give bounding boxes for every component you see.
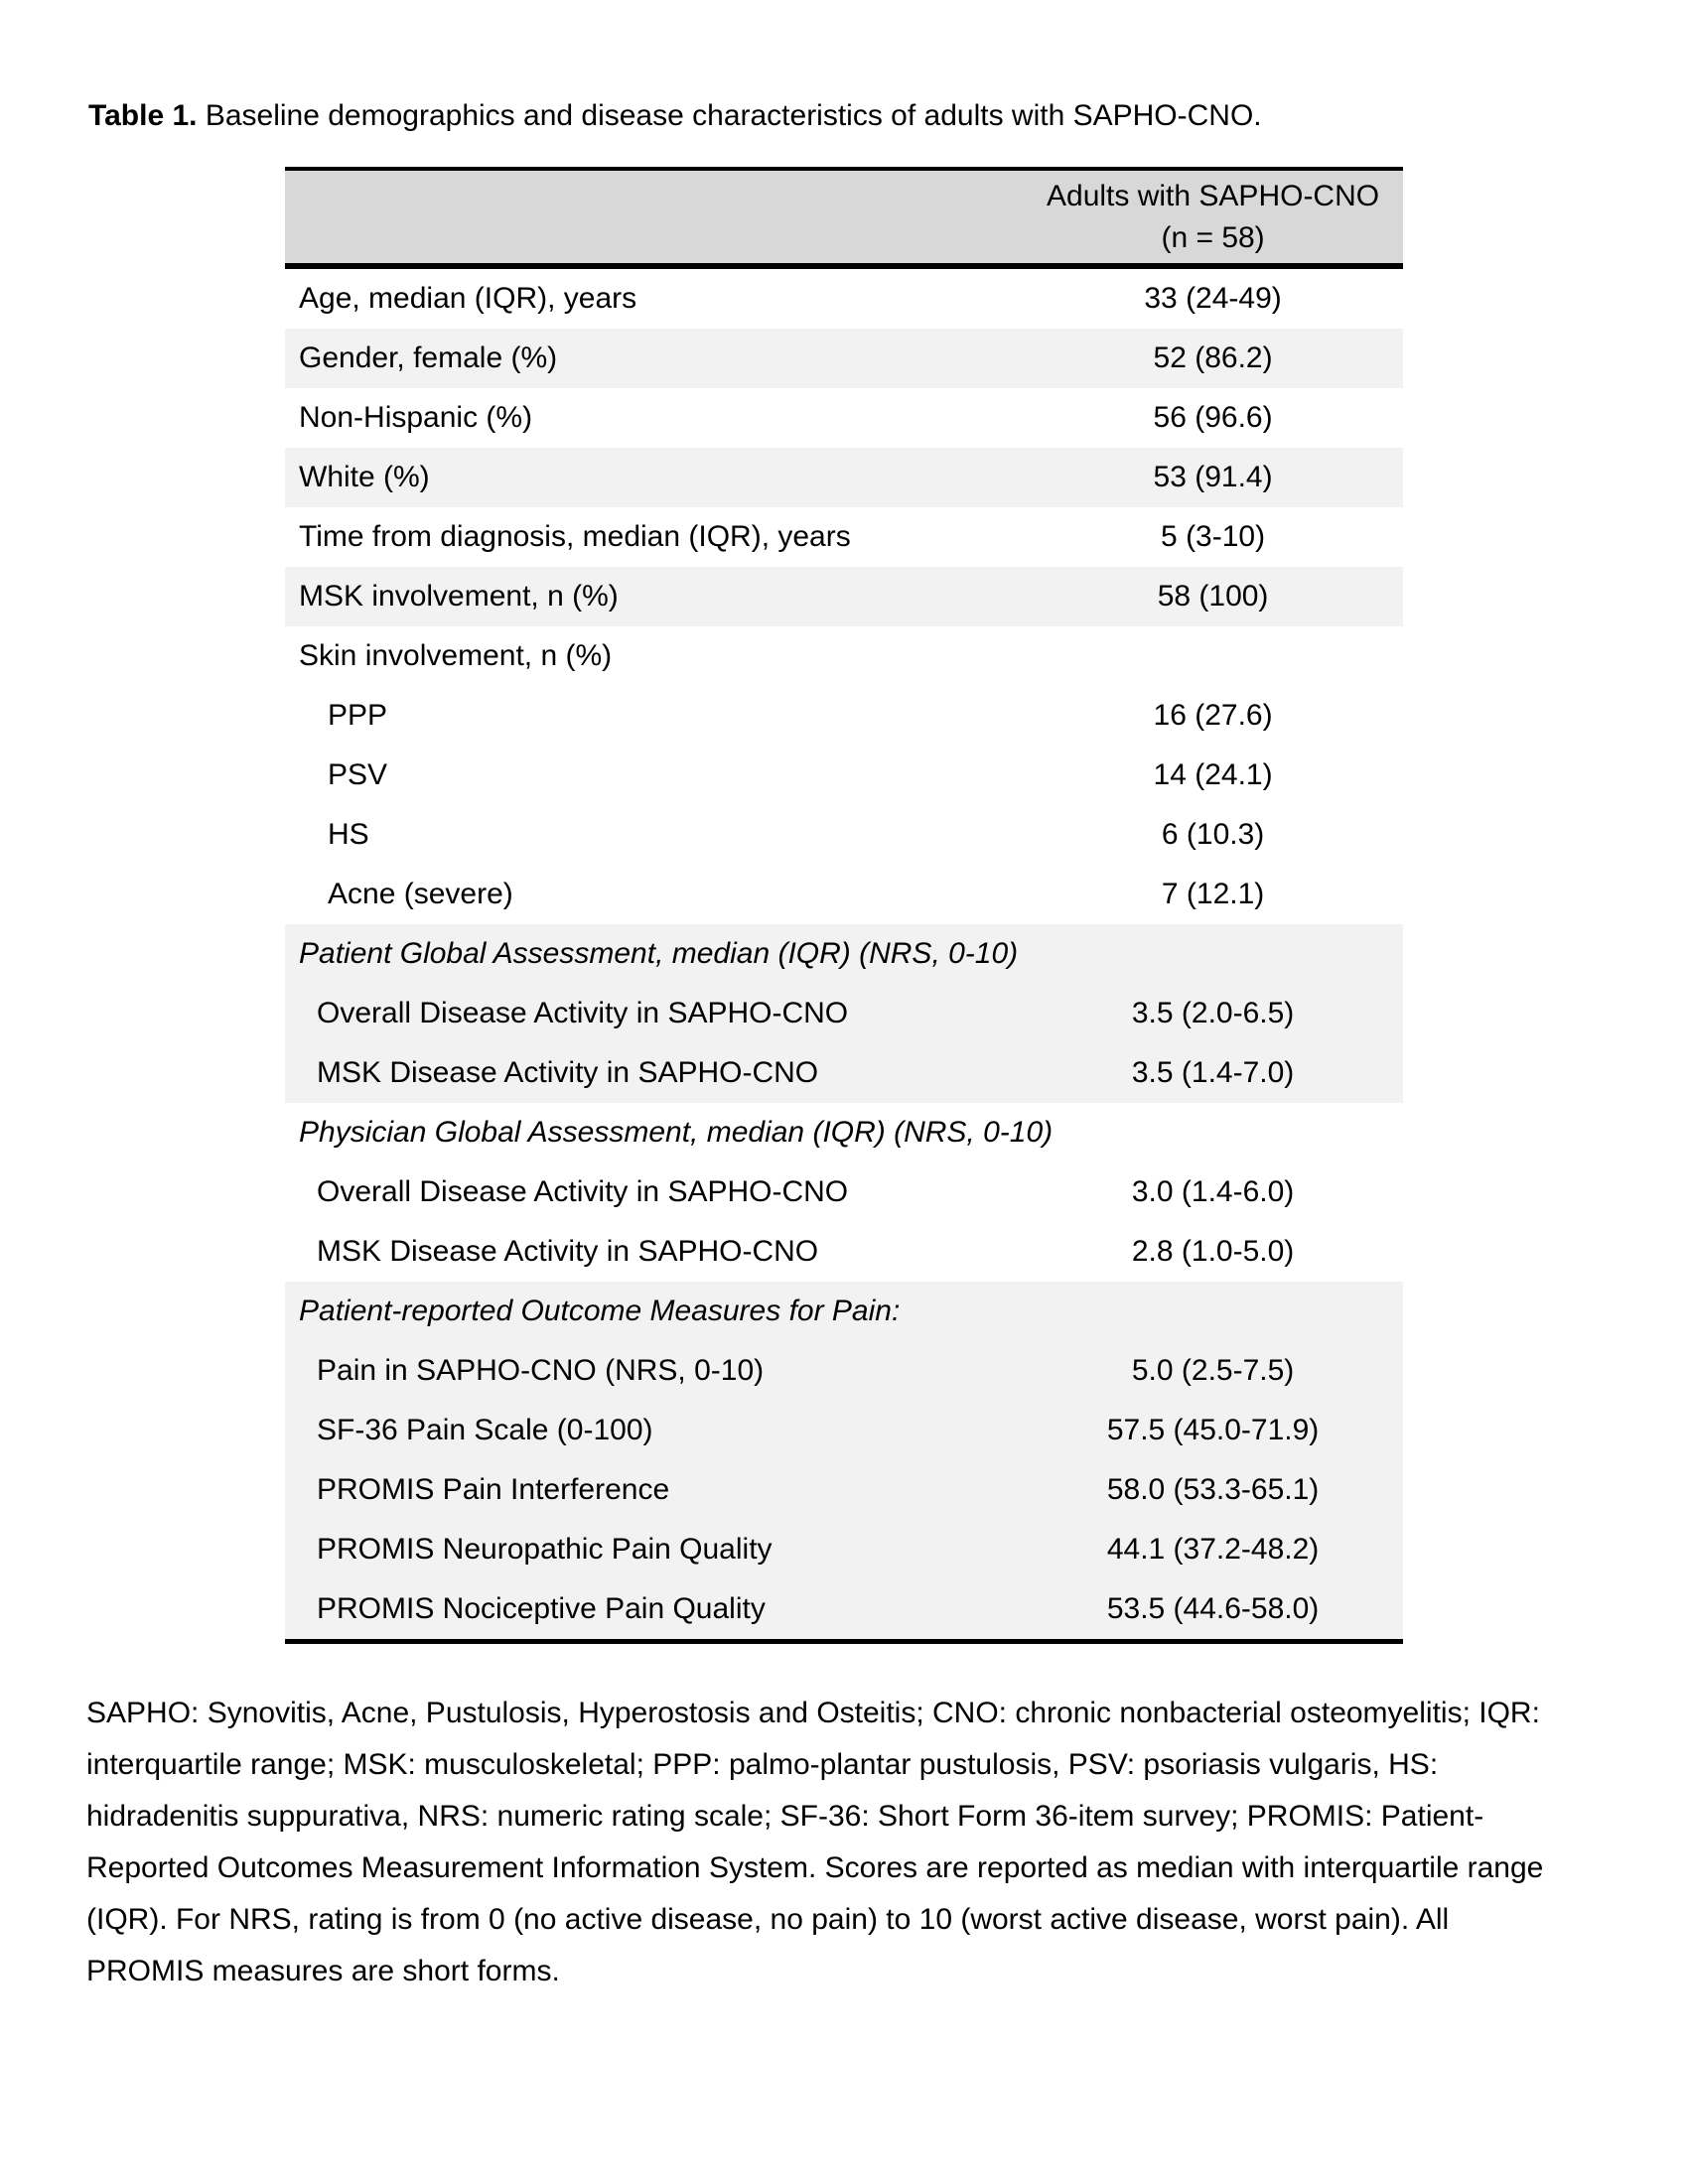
table-row — [285, 567, 1403, 626]
row-value: 58.0 (53.3-65.1) — [1106, 1473, 1320, 1506]
row-label: Pain in SAPHO-CNO (NRS, 0-10) — [317, 1354, 765, 1387]
table-row — [285, 329, 1403, 388]
table-row — [285, 269, 1403, 329]
row-value: 57.5 (45.0-71.9) — [1106, 1414, 1320, 1446]
row-label: HS — [328, 818, 369, 851]
row-label: Age, median (IQR), years — [299, 282, 637, 315]
table-row — [285, 1162, 1403, 1222]
table-row — [285, 865, 1403, 924]
header-empty-cell — [285, 171, 1023, 263]
row-label: MSK involvement, n (%) — [299, 580, 619, 613]
table-row — [285, 1520, 1403, 1579]
row-label: SF-36 Pain Scale (0-100) — [317, 1414, 653, 1446]
row-value: 53.5 (44.6-58.0) — [1106, 1592, 1320, 1625]
row-value: 58 (100) — [1157, 580, 1269, 613]
section-label: Patient Global Assessment, median (IQR) (NRS, 0-10) — [299, 937, 1019, 970]
row-label: Non-Hispanic (%) — [299, 401, 533, 434]
row-label: Acne (severe) — [328, 878, 513, 910]
table-header-row — [285, 171, 1403, 269]
row-label: PROMIS Pain Interference — [317, 1473, 670, 1506]
header-line1: Adults with SAPHO-CNO — [1047, 179, 1380, 212]
row-value: 3.5 (1.4-7.0) — [1131, 1056, 1295, 1089]
table-row — [285, 626, 1403, 686]
table-section-row — [285, 1282, 1403, 1341]
row-label: Gender, female (%) — [299, 341, 558, 374]
row-value: 2.8 (1.0-5.0) — [1131, 1235, 1295, 1268]
footnote-line: PROMIS measures are short forms. — [86, 1955, 560, 1987]
row-label: PROMIS Neuropathic Pain Quality — [317, 1533, 773, 1566]
table-row — [285, 746, 1403, 805]
table-row — [285, 805, 1403, 865]
table-caption-text: Baseline demographics and disease characteristics of adults with SAPHO-CNO. — [197, 99, 1262, 132]
row-value: 16 (27.6) — [1153, 699, 1273, 732]
row-value: 44.1 (37.2-48.2) — [1106, 1533, 1320, 1566]
table-footnote — [86, 1688, 1635, 1997]
table-row — [285, 1401, 1403, 1460]
header-value-cell — [1023, 171, 1403, 263]
row-label: Overall Disease Activity in SAPHO-CNO — [317, 1175, 849, 1208]
row-value: 5 (3-10) — [1161, 520, 1266, 553]
row-label: White (%) — [299, 461, 430, 493]
table-caption — [88, 99, 1262, 133]
table-row — [285, 448, 1403, 507]
row-label: Time from diagnosis, median (IQR), years — [299, 520, 851, 553]
header-line2: (n = 58) — [1161, 220, 1265, 254]
table-section-row — [285, 924, 1403, 984]
row-value: 14 (24.1) — [1153, 758, 1273, 791]
row-value: 7 (12.1) — [1161, 878, 1265, 910]
table-row — [285, 1341, 1403, 1401]
demographics-table — [285, 167, 1403, 1644]
row-value: 5.0 (2.5-7.5) — [1131, 1354, 1295, 1387]
row-value: 3.0 (1.4-6.0) — [1131, 1175, 1295, 1208]
table-row — [285, 1043, 1403, 1103]
footnote-line: SAPHO: Synovitis, Acne, Pustulosis, Hyperostosis and Osteitis; CNO: chronic nonbacterial osteomyelitis; IQR: — [86, 1697, 1540, 1729]
row-value: 33 (24-49) — [1144, 282, 1282, 315]
row-value: 6 (10.3) — [1161, 818, 1265, 851]
row-value: 53 (91.4) — [1153, 461, 1273, 493]
footnote-line: Reported Outcomes Measurement Information System. Scores are reported as median with interquartile range — [86, 1851, 1544, 1884]
row-value: 3.5 (2.0-6.5) — [1131, 997, 1295, 1029]
row-value: 52 (86.2) — [1153, 341, 1273, 374]
footnote-line: hidradenitis suppurativa, NRS: numeric rating scale; SF-36: Short Form 36-item survey; PROMIS: Patient- — [86, 1800, 1484, 1833]
footnote-line: interquartile range; MSK: musculoskeletal; PPP: palmo-plantar pustulosis, PSV: psoriasis vulgaris, HS: — [86, 1748, 1439, 1781]
table-row — [285, 388, 1403, 448]
table-row — [285, 1460, 1403, 1520]
row-label: PSV — [328, 758, 388, 791]
footnote-line: (IQR). For NRS, rating is from 0 (no active disease, no pain) to 10 (worst active disease, worst pain). All — [86, 1903, 1450, 1936]
table-section-row — [285, 1103, 1403, 1162]
table-row — [285, 1222, 1403, 1282]
section-label: Physician Global Assessment, median (IQR) (NRS, 0-10) — [299, 1116, 1054, 1149]
section-label: Patient-reported Outcome Measures for Pain: — [299, 1295, 901, 1327]
row-label: Skin involvement, n (%) — [299, 639, 613, 672]
row-value: 56 (96.6) — [1153, 401, 1273, 434]
table-row — [285, 507, 1403, 567]
row-label: MSK Disease Activity in SAPHO-CNO — [317, 1056, 819, 1089]
table-row — [285, 984, 1403, 1043]
table-row — [285, 686, 1403, 746]
row-label: MSK Disease Activity in SAPHO-CNO — [317, 1235, 819, 1268]
table-caption-number: Table 1. — [88, 99, 198, 132]
row-label: Overall Disease Activity in SAPHO-CNO — [317, 997, 849, 1029]
row-label: PROMIS Nociceptive Pain Quality — [317, 1592, 766, 1625]
table-row — [285, 1579, 1403, 1639]
row-label: PPP — [328, 699, 388, 732]
